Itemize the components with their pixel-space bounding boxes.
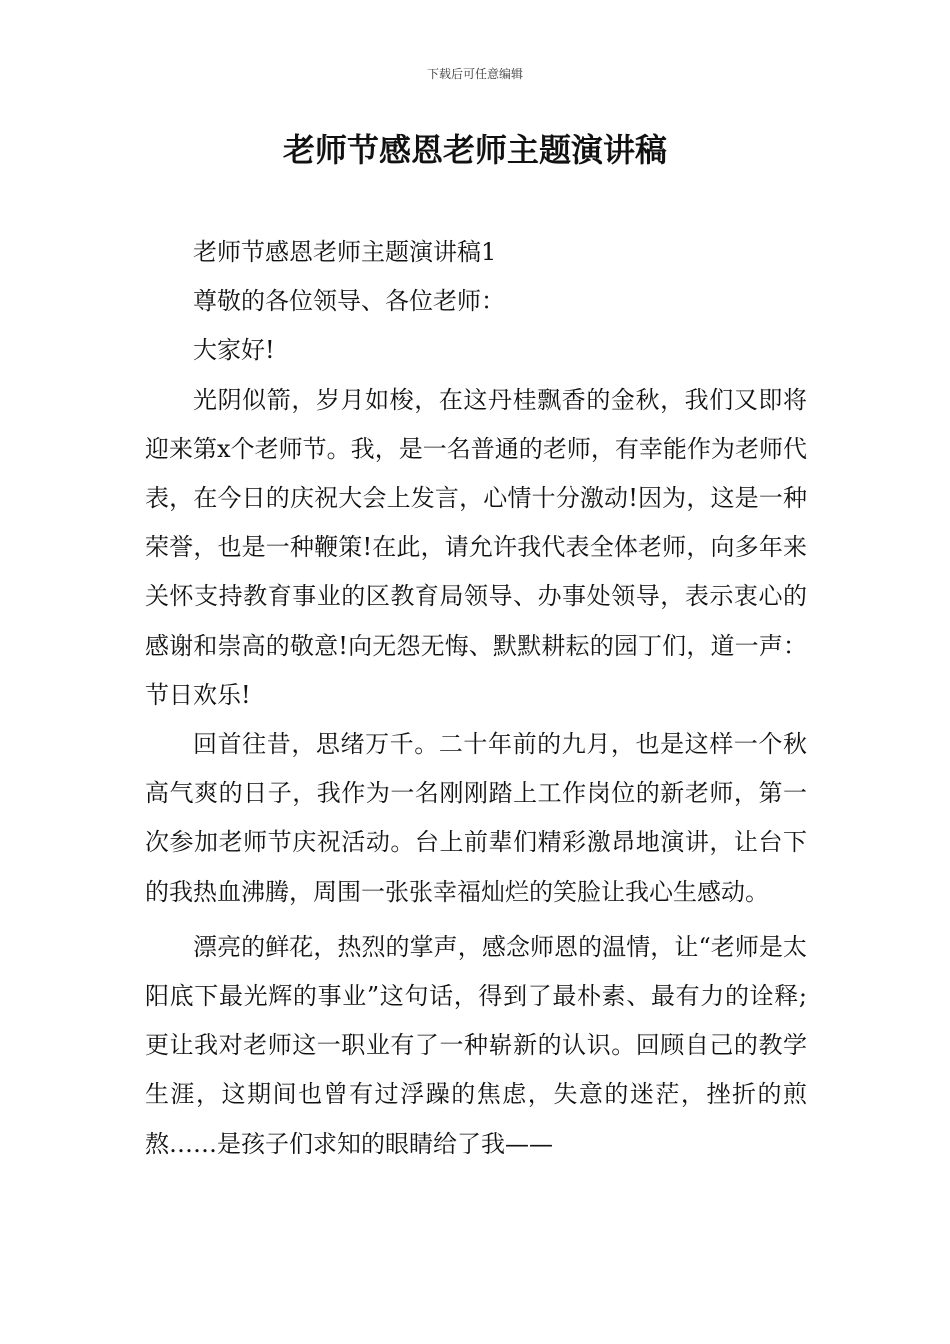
header-note: 下载后可任意编辑: [426, 67, 523, 81]
subtitle-paragraph: 老师节感恩老师主题演讲稿1: [193, 238, 497, 266]
document-body: [145, 228, 807, 1169]
body-paragraph: 漂亮的鲜花，热烈的掌声，感念师恩的温情，让“老师是太阳底下最光辉的事业”这句话，得到了最朴素、最有力的诠释;更让我对老师这一职业有了一种崭新的认识。回顾自己的教学生涯，这期间也曾有过浮躁的焦虑，失意的迷茫，挫折的煎熬……是孩子们求知的眼睛给了我——: [145, 932, 807, 1158]
body-paragraph: 回首往昔，思绪万千。二十年前的九月，也是这样一个秋高气爽的日子，我作为一名刚刚踏上工作岗位的新老师，第一次参加老师节庆祝活动。台上前辈们精彩激昂地演讲，让台下的我热血沸腾，周围一张张幸福灿烂的笑脸让我心生感动。: [145, 730, 807, 906]
greeting-paragraph: 大家好!: [193, 336, 275, 365]
body-paragraph: 光阴似箭，岁月如梭，在这丹桂飘香的金秋，我们又即将迎来第x个老师节。我，是一名普通的老师，有幸能作为老师代表，在今日的庆祝大会上发言，心情十分激动!因为，这是一种荣誉，也是一种鞭策!在此，请允许我代表全体老师，向多年来关怀支持教育事业的区教育局领导、办事处领导，表示衷心的感谢和崇高的敬意!向无怨无悔、默默耕耘的园丁们，道一声：节日欢乐!: [145, 385, 807, 709]
salutation-paragraph: 尊敬的各位领导、各位老师：: [193, 287, 505, 316]
document-title: 老师节感恩老师主题演讲稿: [282, 131, 667, 169]
